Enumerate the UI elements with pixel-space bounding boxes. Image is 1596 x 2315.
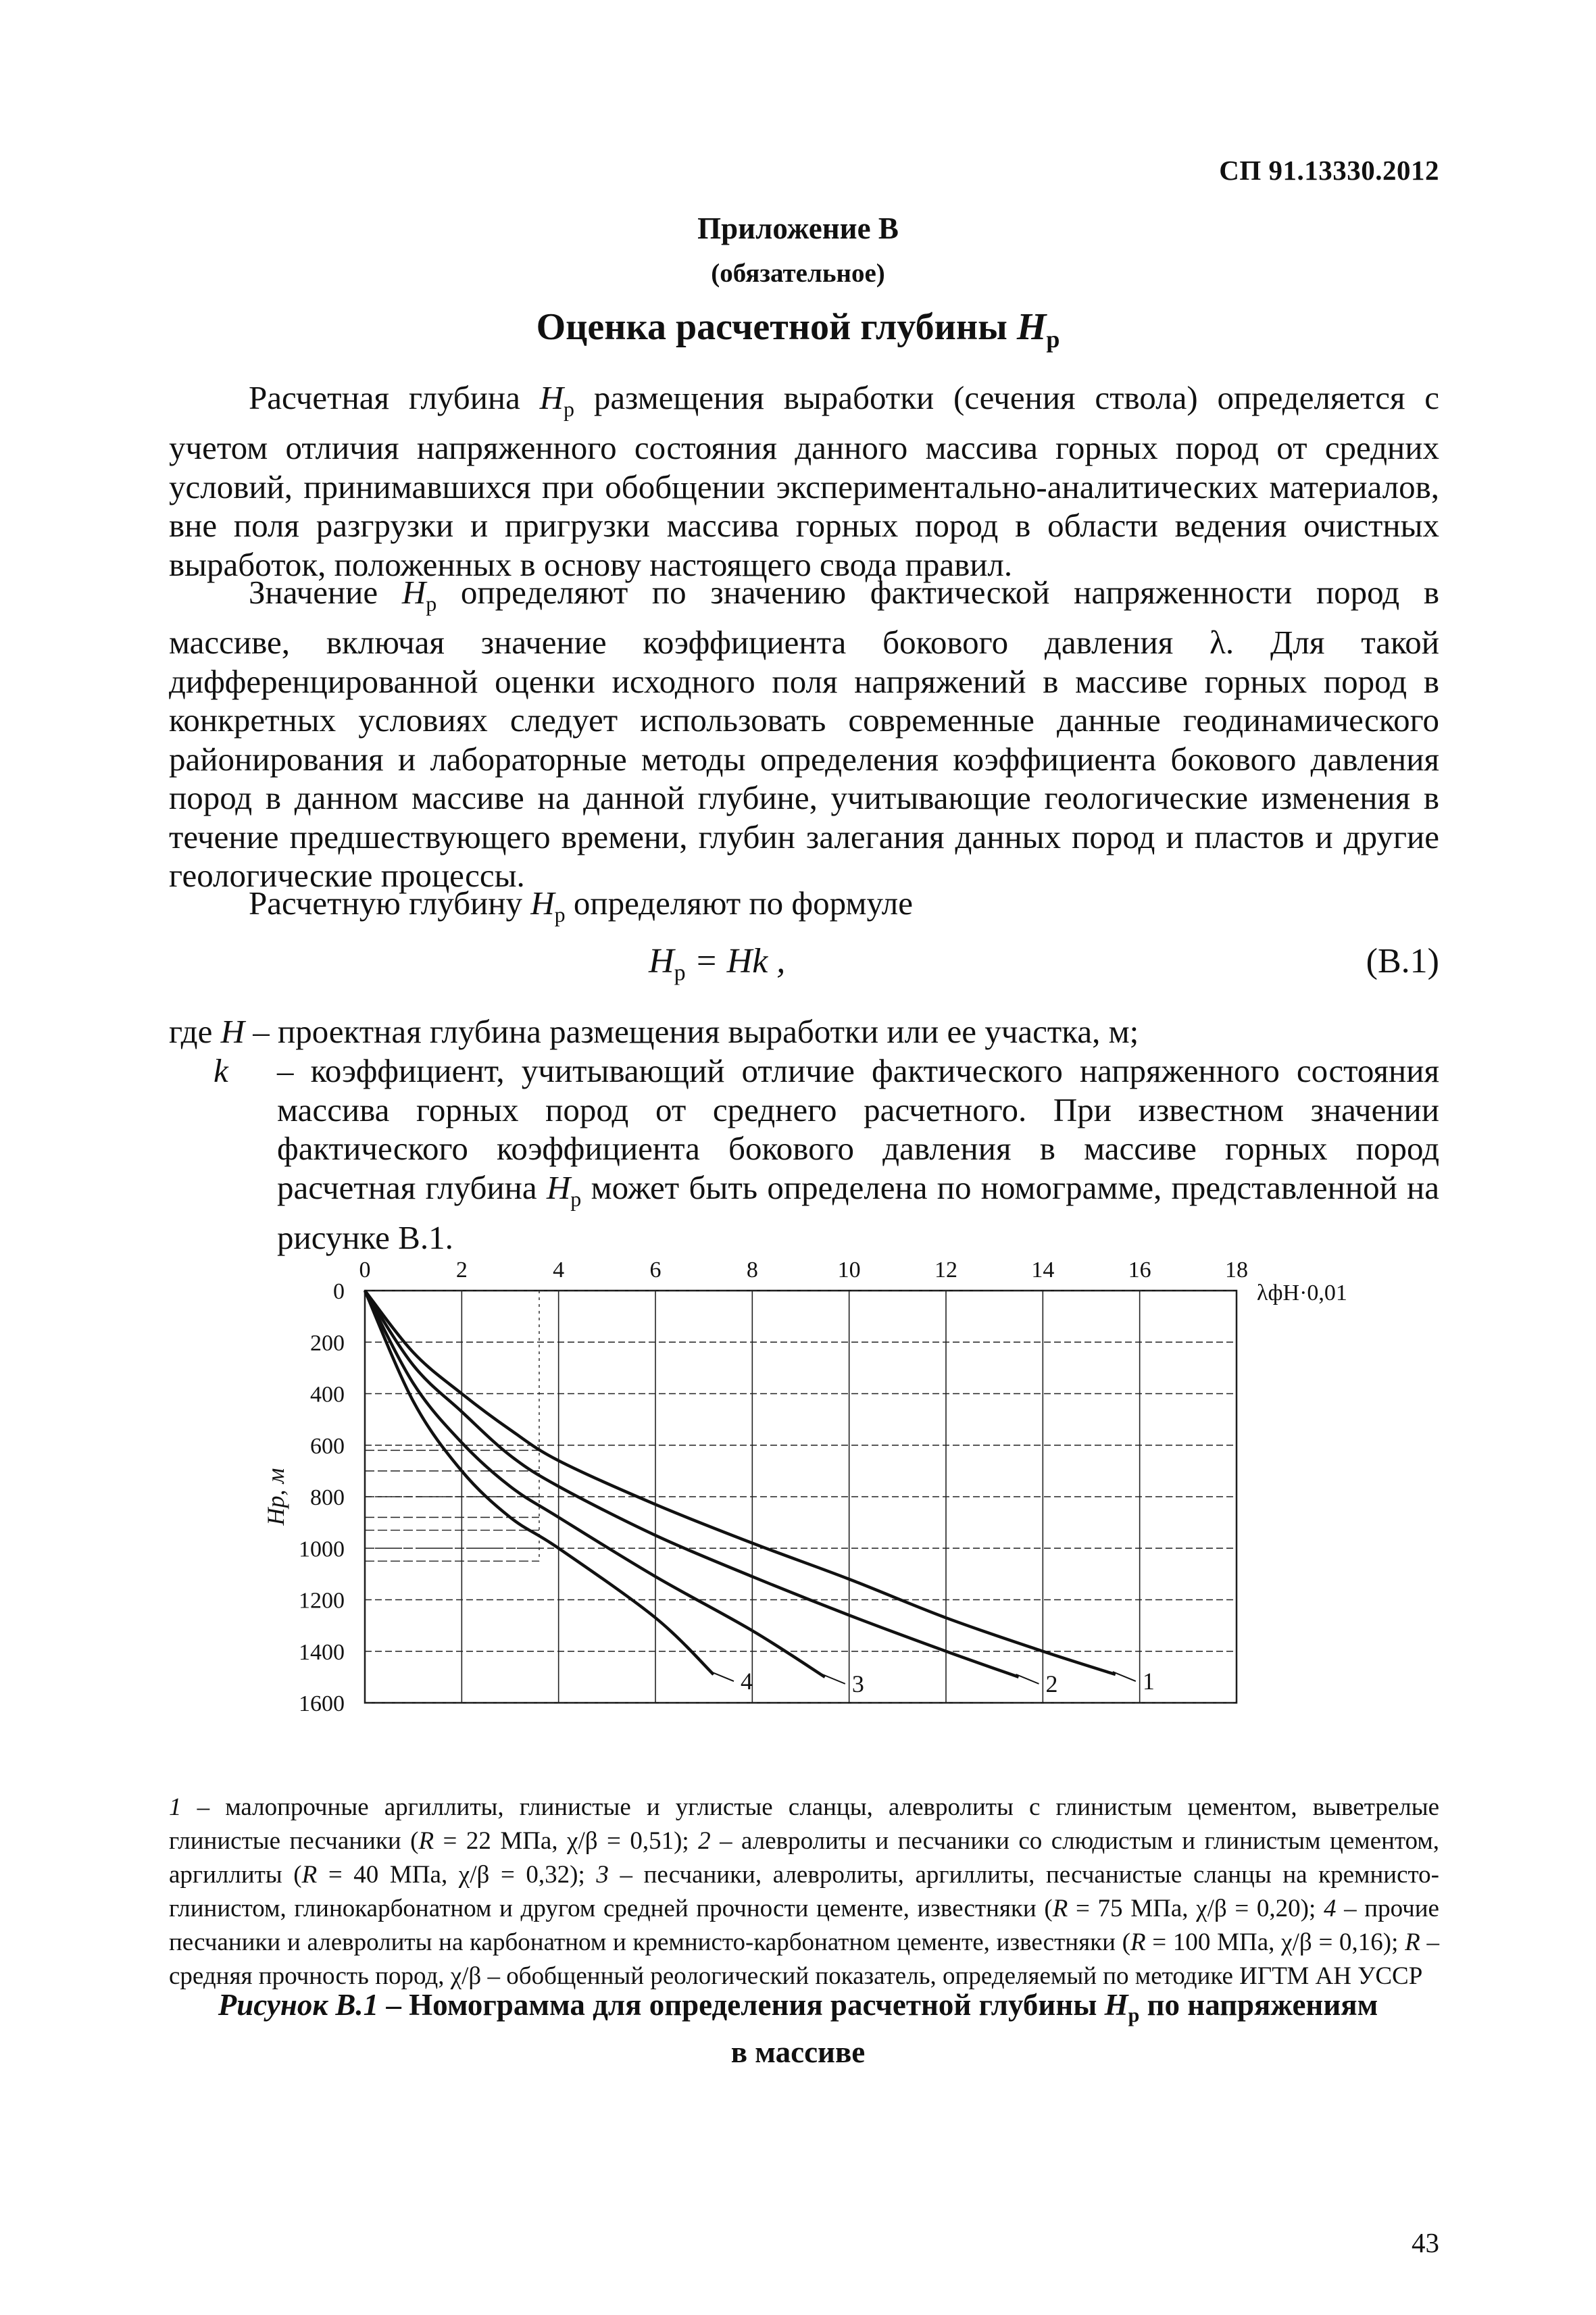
x-tick-3: 6	[649, 1258, 662, 1283]
x-tick-6: 12	[934, 1258, 957, 1283]
y-tick-labels	[299, 1279, 345, 1716]
p2-sub: р	[426, 591, 437, 616]
p1-lead: Расчетная глубина	[249, 379, 520, 416]
formula-expression	[649, 941, 785, 986]
where-k-text: – коэффициент, учитывающий отличие фактического напряженного состояния массива горных пород от среднего расчетного. При известном значении фактического коэффициента бокового давления в массиве горных пород расчетная глубина	[277, 1052, 1439, 1206]
caption-part-4: 2	[698, 1827, 711, 1855]
document-code: СП 91.13330.2012	[1219, 155, 1439, 186]
caption-part-5: – алевролиты и песчаники со слюдистым и глинистым цементом, аргиллиты (	[169, 1827, 1440, 1889]
p2-lead: Значение	[249, 574, 378, 611]
p3-sub: р	[554, 901, 566, 926]
appendix-heading	[0, 305, 1596, 353]
p3-lead: Расчетную глубину	[249, 885, 522, 922]
series-label-4: 4	[741, 1668, 753, 1695]
y-tick-8: 1600	[299, 1691, 345, 1716]
p1-sub: р	[564, 396, 575, 421]
x-tick-8: 16	[1128, 1258, 1151, 1283]
where-h	[169, 1012, 1439, 1051]
series-labels	[711, 1668, 1155, 1697]
series-curve-1	[365, 1291, 1116, 1674]
caption-part-1: – малопрочные аргиллиты, глинистые и углистые сланцы, алевролиты с глинистым цементом, выветрелые глинистые песчаники (	[169, 1793, 1439, 1855]
figure-title-text: – Номограмма для определения расчетной глубины	[378, 1988, 1097, 2022]
series-label-2: 2	[1045, 1670, 1058, 1697]
p1-text: размещения выработки (сечения ствола) определяется с учетом отличия напряженного состояния данного массива горных пород от средних условий, принимавшихся при обобщении экспериментально-аналитических материалов, вне поля разгрузки и пригрузки массива горных пород в области ведения очистных выработок, положенных в основу настоящего свода правил.	[169, 379, 1439, 583]
caption-part-7: = 40 МПа, χ/β = 0,32);	[317, 1861, 597, 1889]
chart-series	[365, 1291, 1116, 1677]
where-k-sub: р	[570, 1186, 582, 1211]
where-k	[277, 1051, 1439, 1257]
caption-part-2: R	[418, 1827, 434, 1855]
series-leader-3	[822, 1674, 845, 1684]
series-leader-1	[1113, 1672, 1136, 1681]
heading-text: Оценка расчетной глубины	[536, 306, 1007, 348]
y-tick-6: 1200	[299, 1588, 345, 1614]
caption-part-11: = 75 МПа, χ/β = 0,20);	[1068, 1895, 1324, 1922]
y-tick-5: 1000	[299, 1537, 345, 1562]
formula-lhs: H	[649, 942, 674, 980]
y-tick-7: 1400	[299, 1639, 345, 1665]
series-label-3: 3	[851, 1670, 864, 1697]
appendix-title: Приложение В	[697, 211, 899, 245]
formula-number: (B.1)	[1366, 942, 1439, 980]
caption-part-15: = 100 МПа, χ/β = 0,16);	[1145, 1928, 1405, 1956]
p1-symbol: H	[539, 379, 564, 416]
caption-part-17: – средняя прочность пород, χ/β – обобщенный реологический показатель, определяемый по методике ИГТМ АН УССР	[169, 1928, 1440, 1990]
series-label-1: 1	[1142, 1668, 1155, 1695]
p2-symbol: H	[401, 574, 426, 611]
x-tick-labels	[359, 1258, 1249, 1283]
x-tick-0: 0	[359, 1258, 371, 1283]
series-curve-3	[365, 1291, 825, 1677]
series-curve-4	[365, 1291, 714, 1674]
caption-part-6: R	[301, 1861, 318, 1889]
figure-title-symbol: H	[1104, 1988, 1128, 2022]
where-h-text: – проектная глубина размещения выработки или ее участка, м;	[244, 1013, 1139, 1050]
series-leader-2	[1016, 1674, 1039, 1684]
caption-part-16: R	[1405, 1928, 1420, 1956]
heading-symbol: H	[1016, 306, 1047, 348]
y-tick-1: 200	[310, 1330, 345, 1356]
nomogram-chart	[257, 1250, 1405, 1777]
page-number: 43	[1412, 2227, 1439, 2258]
figure-title-text2: по напряжениям	[1147, 1988, 1378, 2022]
caption-part-13: – прочие песчаники и алевролиты на карбонатном и кремнисто-карбонатном цементе, известняки (	[169, 1895, 1439, 1956]
caption-part-12: 4	[1323, 1895, 1337, 1922]
p3-symbol: H	[530, 885, 555, 922]
caption-part-8: 3	[596, 1861, 609, 1889]
x-tick-7: 14	[1031, 1258, 1055, 1283]
caption-part-0: 1	[169, 1793, 182, 1821]
y-axis-label: Hр, м	[262, 1468, 289, 1526]
p2-text: определяют по значению фактической напряженности пород в массиве, включая значение коэффициента бокового давления λ. Для такой дифференцированной оценки исходного поля напряжений в массиве горных пород в конкретных условиях следует использовать современные данные геодинамического районирования и лабораторные методы определения коэффициента бокового давления пород в данном массиве на данной глубине, учитывающие геологические изменения в течение предшествующего времени, глубин залегания данных пород и пластов и другие геологические процессы.	[169, 574, 1439, 895]
formula-sub: p	[674, 960, 686, 986]
figure-number: Рисунок В.1	[218, 1988, 379, 2022]
y-tick-2: 400	[310, 1382, 345, 1408]
figure-caption	[169, 1791, 1439, 1993]
x-tick-5: 10	[837, 1258, 861, 1283]
where-h-symbol: H	[220, 1013, 245, 1050]
x-tick-1: 2	[455, 1258, 468, 1283]
figure-title-line2: в массиве	[730, 2035, 866, 2069]
series-leader-4	[711, 1672, 734, 1681]
figure-title	[0, 1987, 1596, 2070]
where-prefix: где	[169, 1013, 221, 1050]
caption-part-3: = 22 МПа, χ/β = 0,51);	[434, 1827, 699, 1855]
paragraph-2	[169, 573, 1439, 895]
caption-part-10: R	[1052, 1895, 1068, 1922]
where-k-symbol: k	[214, 1052, 228, 1089]
x-axis-label: λфH·0,01	[1257, 1280, 1347, 1305]
x-tick-4: 8	[746, 1258, 758, 1283]
paragraph-3	[169, 884, 1439, 934]
series-curve-2	[365, 1291, 1019, 1677]
caption-part-14: R	[1130, 1928, 1146, 1956]
figure-title-sub: р	[1128, 2004, 1140, 2026]
x-tick-2: 4	[553, 1258, 565, 1283]
where-k-symbol-h: H	[546, 1168, 571, 1206]
formula-rhs: = Hk ,	[685, 942, 786, 980]
where-k-text2: может быть определена по номограмме, представленной на рисунке В.1.	[277, 1168, 1440, 1256]
p3-text: определяют по формуле	[573, 885, 913, 922]
y-tick-4: 800	[310, 1485, 345, 1510]
paragraph-1	[169, 378, 1439, 584]
heading-sub: р	[1046, 326, 1060, 353]
y-tick-0: 0	[333, 1279, 345, 1304]
appendix-status: (обязательное)	[711, 259, 885, 288]
where-k-label	[214, 1051, 228, 1091]
caption-part-9: – песчаники, алевролиты, аргиллиты, песчанистые сланцы на кремнисто-глинистом, глинокарбонатном и другом средней прочности цементе, известняки (	[169, 1861, 1439, 1922]
x-tick-9: 18	[1225, 1258, 1248, 1283]
y-tick-3: 600	[310, 1433, 345, 1459]
